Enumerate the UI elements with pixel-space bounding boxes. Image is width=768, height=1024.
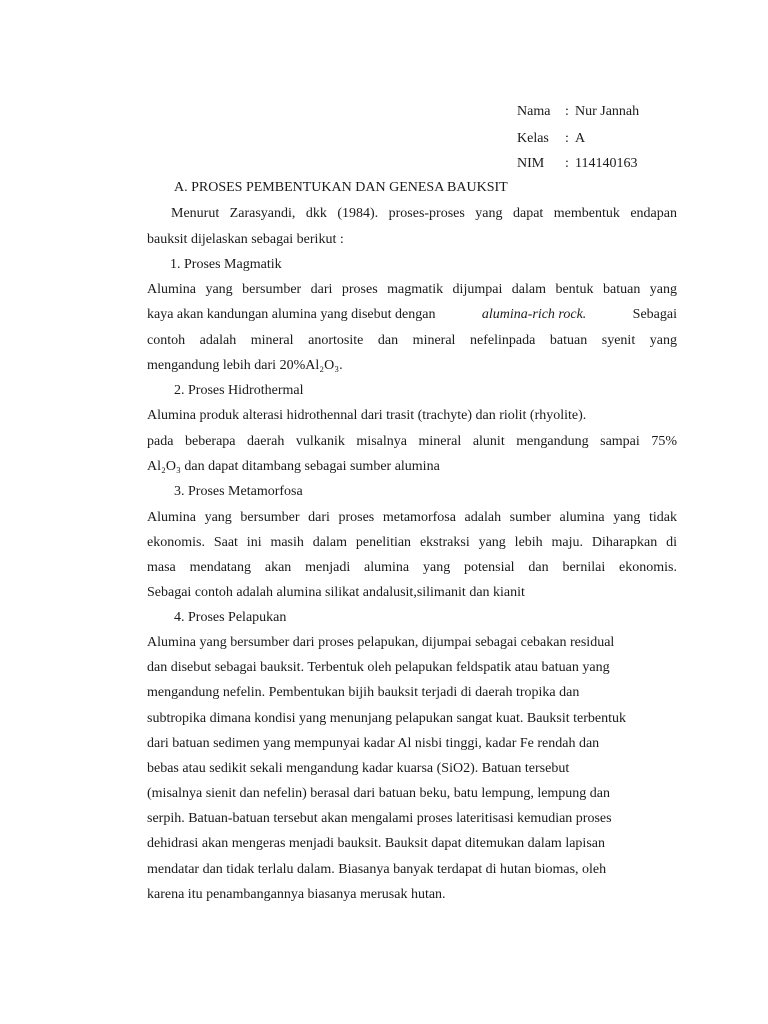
paragraph-line: contoh adalah mineral anortosite dan mineral nefelinpada batuan syenit yang (147, 333, 677, 348)
paragraph-line: subtropika dimana kondisi yang menunjang pelapukan sangat kuat. Bauksit terbentuk (147, 711, 627, 726)
class-value: A (575, 131, 586, 146)
paragraph-line: bebas atau sedikit sekali mengandung kadar kuarsa (SiO2). Batuan tersebut (147, 761, 570, 776)
subsection-title: 2. Proses Hidrothermal (174, 383, 304, 398)
paragraph-line: karena itu penambangannya biasanya merusak hutan. (147, 887, 446, 902)
subsection-title: 1. Proses Magmatik (170, 257, 282, 272)
name-separator: : (565, 104, 569, 119)
paragraph-line: Alumina yang bersumber dari proses magmatik dijumpai dalam bentuk batuan yang (147, 282, 677, 297)
section-heading: A. PROSES PEMBENTUKAN DAN GENESA BAUKSIT (174, 180, 508, 195)
class-label: Kelas (517, 131, 549, 146)
italic-term: alumina-rich rock. (481, 307, 587, 322)
paragraph-line: masa mendatang akan menjadi alumina yang potensial dan bernilai ekonomis. (147, 560, 677, 575)
paragraph-line: (misalnya sienit dan nefelin) berasal dari batuan beku, batu lempung, lempung dan (147, 786, 611, 801)
paragraph-line: Al₂O₃ dan dapat ditambang sebagai sumber alumina (147, 459, 440, 474)
paragraph-line: dan disebut sebagai bauksit. Terbentuk oleh pelapukan feldspatik atau batuan yang (147, 660, 610, 675)
paragraph-line: Sebagai contoh adalah alumina silikat andalusit,silimanit dan kianit (147, 585, 525, 600)
class-row (517, 129, 585, 149)
name-row (517, 102, 639, 122)
class-separator: : (565, 131, 569, 146)
paragraph-line: pada beberapa daerah vulkanik misalnya mineral alunit mengandung sampai 75% (147, 434, 677, 449)
paragraph-line: Alumina yang bersumber dari proses pelapukan, dijumpai sebagai cebakan residual (147, 635, 615, 650)
paragraph-line: Alumina yang bersumber dari proses metamorfosa adalah sumber alumina yang tidak (147, 510, 677, 525)
name-value: Nur Jannah (575, 104, 640, 119)
nim-label: NIM (517, 156, 545, 171)
paragraph-line (147, 305, 677, 325)
paragraph-line: serpih. Batuan-batuan tersebut akan mengalami proses lateritisasi kemudian proses (147, 811, 612, 826)
paragraph-line: Alumina produk alterasi hidrothennal dari trasit (trachyte) dan riolit (rhyolite). (147, 408, 587, 423)
intro-line: Menurut Zarasyandi, dkk (1984). proses-proses yang dapat membentuk endapan (171, 206, 677, 221)
paragraph-line: ekonomis. Saat ini masih dalam penelitian ekstraksi yang lebih maju. Diharapkan di (147, 535, 677, 550)
subsection-title: 3. Proses Metamorfosa (174, 484, 303, 499)
paragraph-line: dari batuan sedimen yang mempunyai kadar Al nisbi tinggi, kadar Fe rendah dan (147, 736, 600, 751)
intro-line: bauksit dijelaskan sebagai berikut : (147, 232, 344, 247)
nim-separator: : (565, 156, 569, 171)
paragraph-line: mengandung lebih dari 20%Al₂O₃. (147, 358, 343, 373)
paragraph-line: dehidrasi akan mengeras menjadi bauksit. Bauksit dapat ditemukan dalam lapisan (147, 836, 605, 851)
paragraph-text: Sebagai (632, 307, 677, 322)
subsection-title: 4. Proses Pelapukan (174, 610, 287, 625)
paragraph-text: kaya akan kandungan alumina yang disebut dengan (147, 307, 436, 322)
name-label: Nama (517, 104, 551, 119)
paragraph-line: mendatar dan tidak terlalu dalam. Biasanya banyak terdapat di hutan biomas, oleh (147, 862, 607, 877)
nim-value: 114140163 (575, 156, 638, 171)
nim-row (517, 154, 637, 174)
paragraph-line: mengandung nefelin. Pembentukan bijih bauksit terjadi di daerah tropika dan (147, 685, 580, 700)
